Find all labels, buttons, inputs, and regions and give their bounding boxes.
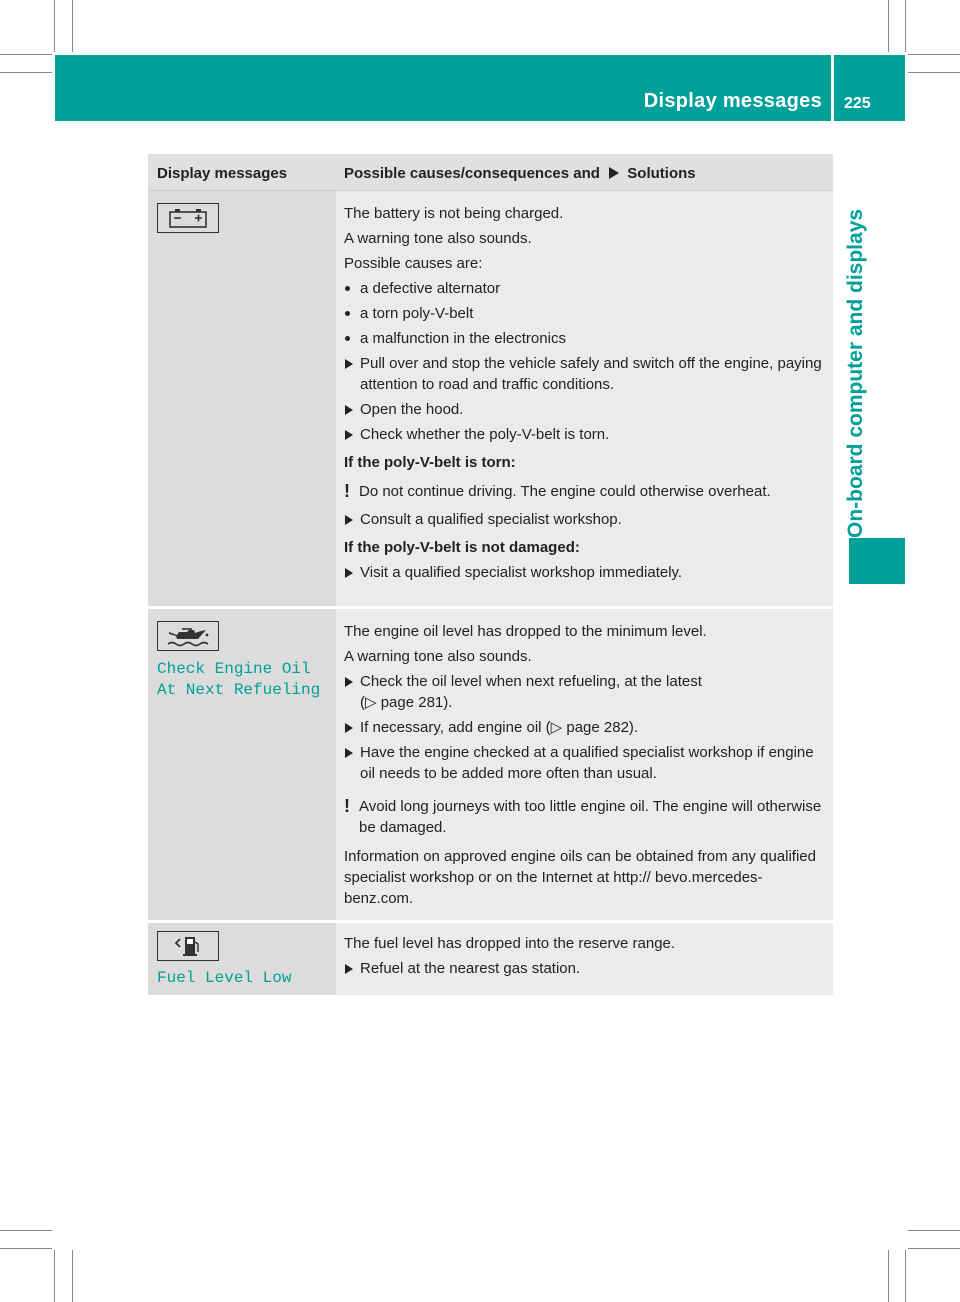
crop-mark — [0, 72, 52, 73]
column-header-causes: Possible causes/consequences and Solutions — [344, 165, 696, 182]
bullet-item: a malfunction in the electronics — [344, 328, 827, 349]
crop-mark — [0, 1248, 52, 1249]
crop-mark — [888, 1250, 889, 1302]
header-divider — [831, 55, 834, 121]
action-step: Pull over and stop the vehicle safely and switch off the engine, paying attention to road and traffic conditions. — [344, 353, 827, 395]
cause-text: The fuel level has dropped into the reserve range. — [344, 935, 676, 952]
section-tab — [849, 538, 905, 584]
display-cell — [148, 191, 336, 606]
crop-mark — [888, 0, 889, 52]
action-step: Visit a qualified specialist workshop immediately. — [344, 562, 827, 583]
table-row — [148, 923, 833, 998]
crop-mark — [0, 1230, 52, 1231]
oil-can-icon — [157, 621, 219, 651]
warning-note: ! Do not continue driving. The engine could otherwise overheat. — [344, 481, 771, 501]
page-title: Display messages — [643, 90, 822, 112]
action-step: Open the hood. — [344, 399, 827, 420]
crop-mark — [72, 0, 73, 52]
arrow-icon — [609, 167, 619, 179]
section-side-label: On-board computer and displays — [844, 208, 867, 538]
battery-icon — [157, 203, 219, 233]
warning-note: ! Avoid long journeys with too little engine oil. The engine will otherwise be damaged. — [344, 796, 822, 836]
crop-mark — [908, 1230, 960, 1231]
condition-heading: If the poly-V-belt is torn: — [344, 454, 516, 471]
cause-text: A warning tone also sounds. — [344, 648, 532, 665]
crop-mark — [0, 54, 52, 55]
solution-cell — [336, 609, 833, 920]
display-messages-table — [148, 154, 833, 998]
crop-mark — [905, 0, 906, 52]
action-step: Refuel at the nearest gas station. — [344, 958, 827, 979]
display-message: Check Engine Oil At Next Refueling — [157, 660, 321, 699]
fuel-pump-icon — [157, 931, 219, 961]
cause-text: A warning tone also sounds. — [344, 230, 532, 247]
action-step: If necessary, add engine oil (▷ page 282). — [344, 717, 827, 738]
cause-text: The engine oil level has dropped to the minimum level. — [344, 623, 707, 640]
crop-mark — [908, 72, 960, 73]
info-text: Information on approved engine oils can be obtained from any qualified specialist workshop or on the Internet at http:// bevo.mercedes-benz.com. — [344, 848, 816, 907]
solution-cell — [336, 923, 833, 995]
bullet-item: a defective alternator — [344, 278, 827, 299]
cause-text: Possible causes are: — [344, 255, 483, 272]
display-cell — [148, 923, 336, 995]
solution-cell — [336, 191, 833, 606]
condition-heading: If the poly-V-belt is not damaged: — [344, 539, 580, 556]
table-row — [148, 191, 833, 609]
column-header-display-messages: Display messages — [157, 165, 288, 182]
crop-mark — [908, 54, 960, 55]
crop-mark — [54, 1250, 55, 1302]
table-row — [148, 609, 833, 923]
action-step: Check the oil level when next refueling, at the latest (▷ page 281). — [344, 671, 827, 713]
exclamation-icon: ! — [344, 796, 350, 816]
crop-mark — [905, 1250, 906, 1302]
action-step: Have the engine checked at a qualified specialist workshop if engine oil needs to be added more often than usual. — [344, 742, 827, 784]
crop-mark — [908, 1248, 960, 1249]
action-step: Consult a qualified specialist workshop. — [344, 509, 827, 530]
action-step: Check whether the poly-V-belt is torn. — [344, 424, 827, 445]
crop-mark — [72, 1250, 73, 1302]
bullet-item: a torn poly-V-belt — [344, 303, 827, 324]
table-header — [148, 154, 833, 191]
display-message: Fuel Level Low — [157, 969, 292, 987]
display-cell — [148, 609, 336, 920]
exclamation-icon: ! — [344, 481, 350, 501]
crop-mark — [54, 0, 55, 52]
page-number: 225 — [844, 95, 871, 112]
cause-text: The battery is not being charged. — [344, 205, 564, 222]
